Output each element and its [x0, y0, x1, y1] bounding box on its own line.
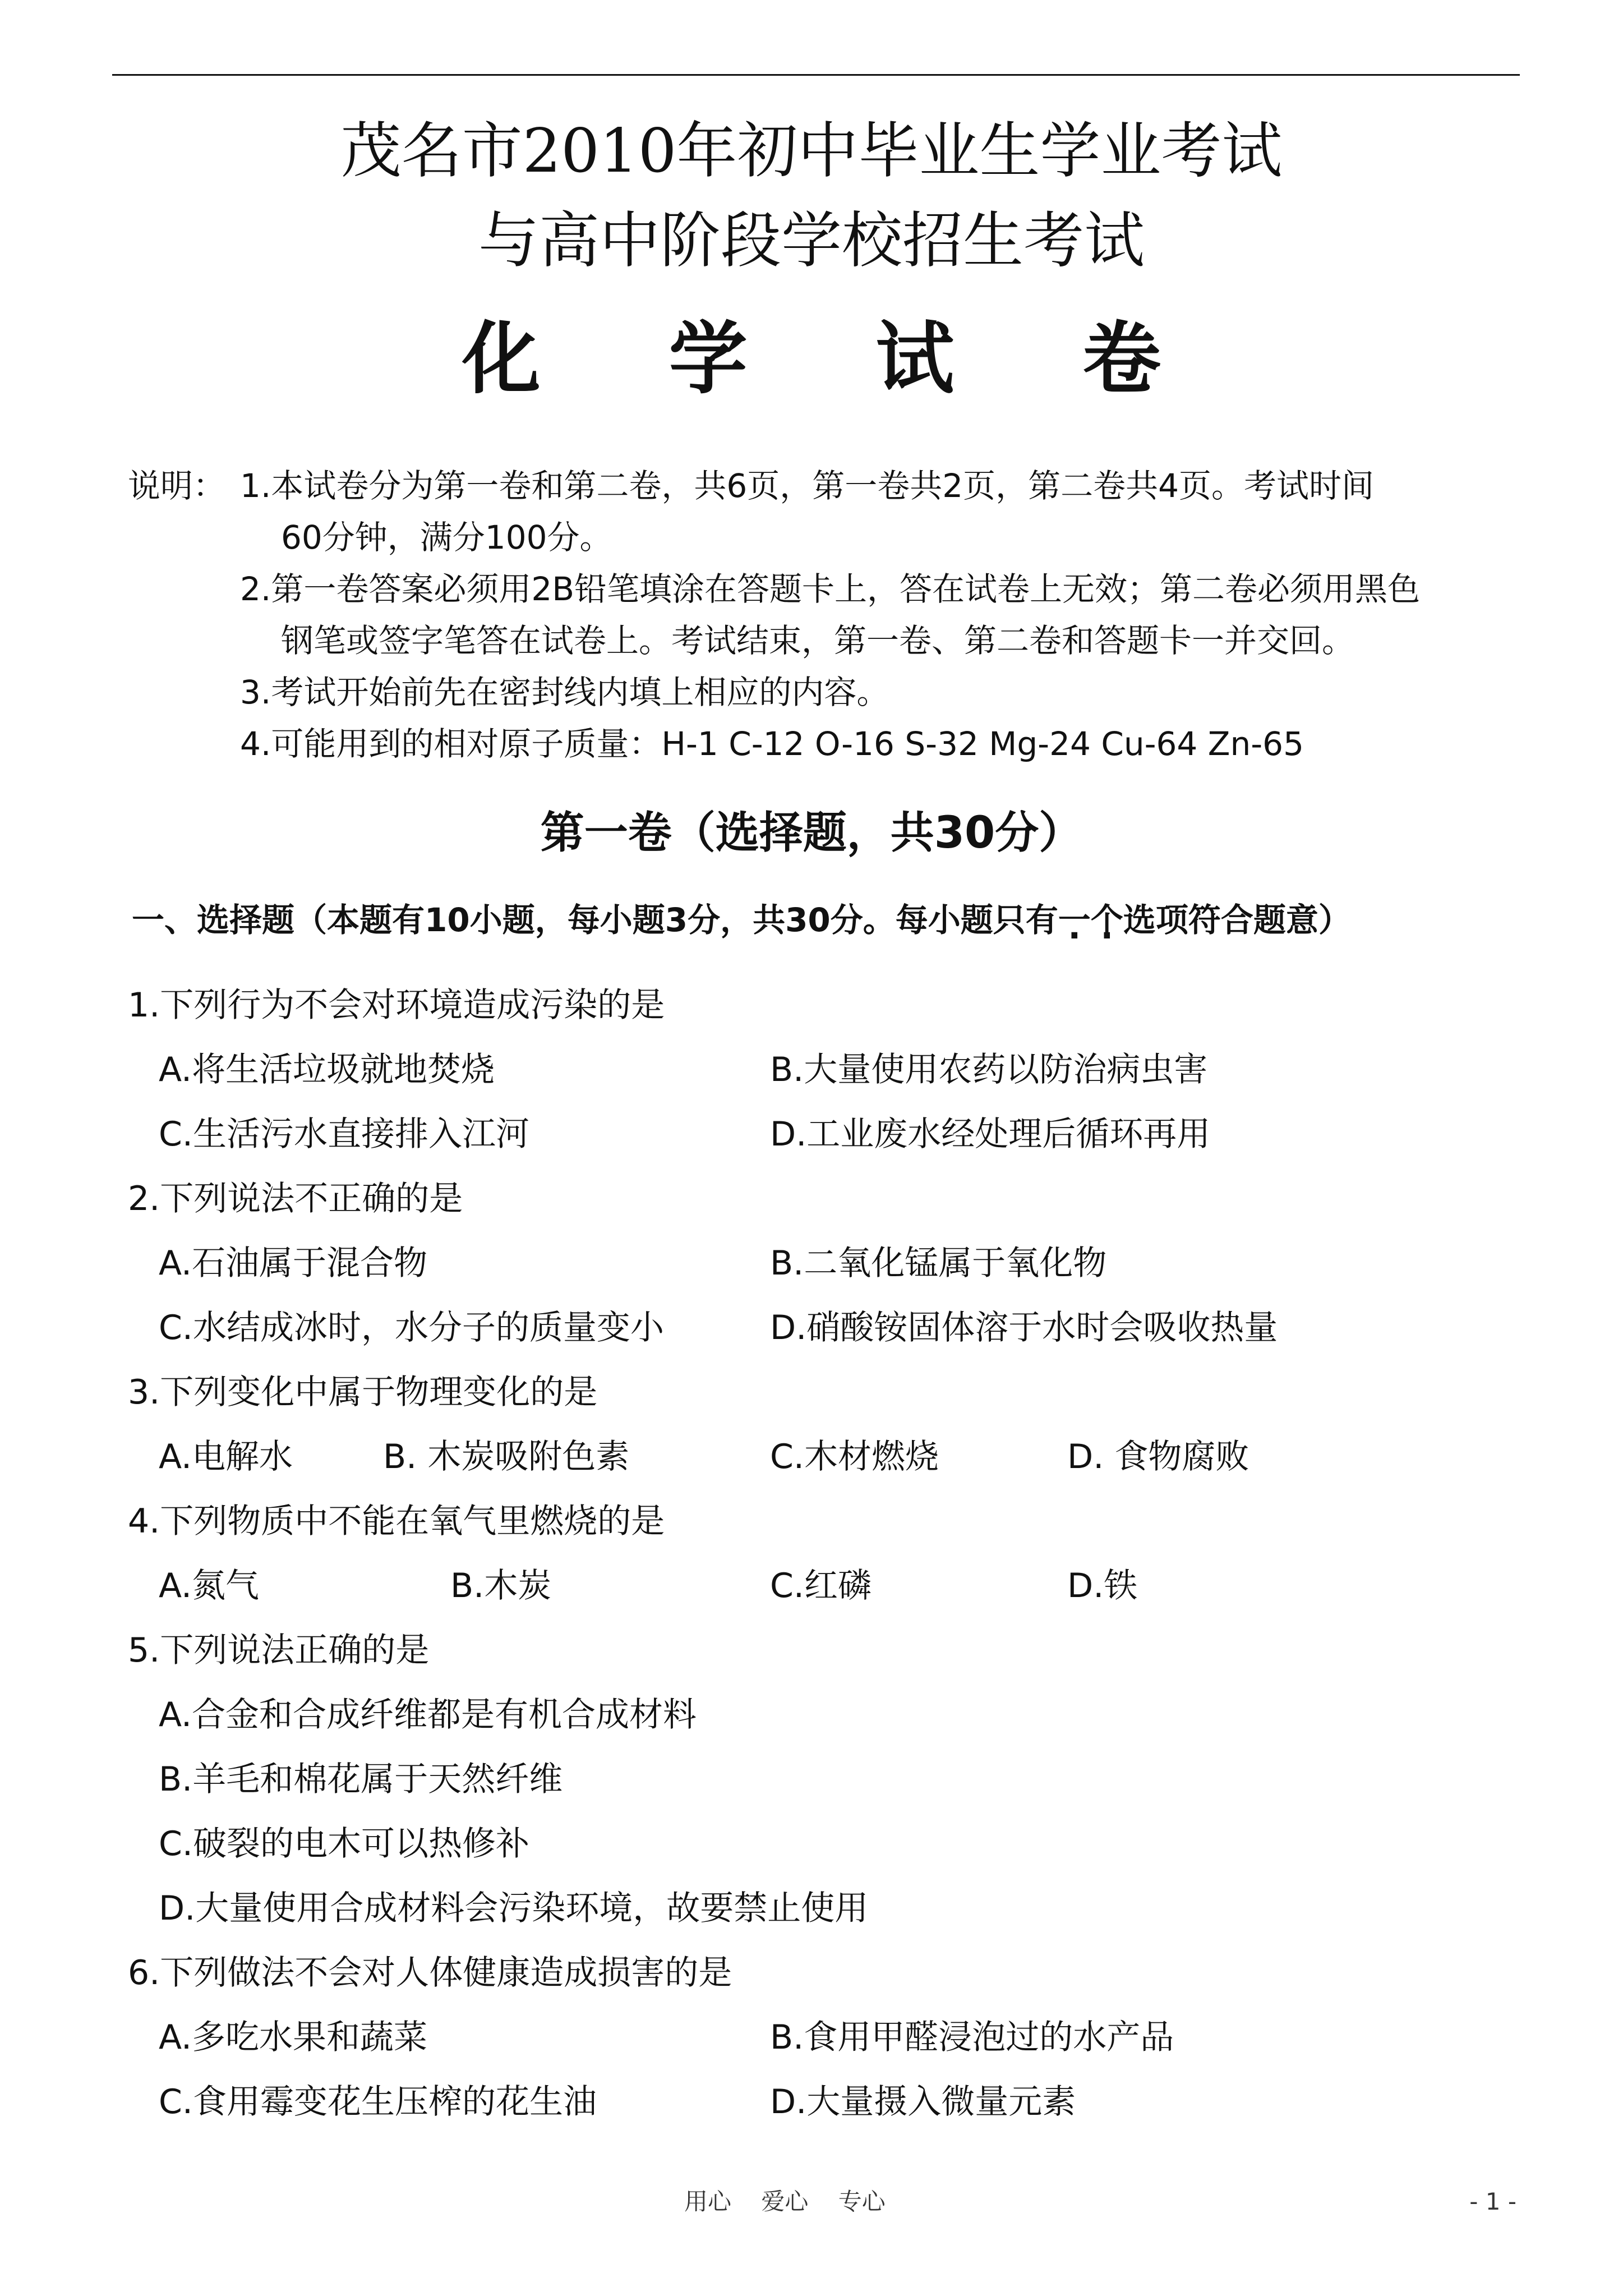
emphasis-dot-char-2: 个 [1090, 901, 1123, 939]
question-6-options-row-2 [128, 2070, 1519, 2134]
question-1-option-c: C.生活污水直接排入江河 [159, 1115, 529, 1154]
instruction-3: 3.考试开始前先在密封线内填上相应的内容。 [240, 673, 889, 711]
question-5-stem: 5.下列说法正确的是 [128, 1631, 430, 1670]
question-2-option-b: B.二氧化锰属于氧化物 [770, 1244, 1107, 1283]
instruction-2-continued: 钢笔或签字笔答在试卷上。考试结束，第一卷、第二卷和答题卡一并交回。 [281, 622, 1355, 660]
part-title-before: 一、选择题（本题有10小题，每小题3分，共30分。每小题只有 [132, 901, 1058, 939]
question-3-options [128, 1425, 1519, 1489]
exam-title-line-2: 与高中阶段学校招生考试 [478, 206, 1145, 276]
question-1-option-a: A.将生活垃圾就地焚烧 [159, 1050, 495, 1089]
instruction-2: 2.第一卷答案必须用2B铅笔填涂在答题卡上，答在试卷上无效；第二卷必须用黑色 [240, 570, 1421, 608]
question-4-options [128, 1554, 1519, 1618]
instruction-4: 4.可能用到的相对原子质量：H-1 C-12 O-16 S-32 Mg-24 Cu-64 Zn-65 [240, 725, 1304, 763]
question-6-options-row-1 [128, 2005, 1519, 2070]
question-2-options-row-1 [128, 1231, 1519, 1296]
question-4-stem: 4.下列物质中不能在氧气里燃烧的是 [128, 1502, 665, 1541]
footer-slogan: 用心 爱心 专心 [684, 2188, 886, 2215]
emphasis-dot-char-1: 一 [1058, 901, 1091, 939]
question-2-stem: 2.下列说法不正确的是 [128, 1179, 463, 1218]
question-1-option-b: B.大量使用农药以防治病虫害 [770, 1050, 1208, 1089]
page-number: - 1 - [1469, 2188, 1516, 2215]
question-4-option-d: D.铁 [1067, 1566, 1138, 1605]
exam-title-line-1: 茂名市2010年初中毕业生学业考试 [340, 116, 1283, 186]
question-list [128, 973, 1519, 2134]
question-3-option-a: A.电解水 [159, 1437, 293, 1476]
question-4-option-b: B.木炭 [450, 1566, 552, 1605]
instructions [128, 460, 1519, 770]
question-2-option-c: C.水结成冰时，水分子的质量变小 [159, 1308, 664, 1347]
exam-subject-title: 化 学 试 卷 [462, 313, 1212, 405]
question-1-option-d: D.工业废水经处理后循环再用 [770, 1115, 1211, 1154]
question-4-option-a: A.氮气 [159, 1566, 260, 1605]
question-3-stem: 3.下列变化中属于物理变化的是 [128, 1373, 598, 1412]
question-6-option-a: A.多吃水果和蔬菜 [159, 2018, 428, 2057]
section-title: 第一卷（选择题，共30分） [540, 808, 1083, 858]
question-3-option-b: B. 木炭吸附色素 [383, 1437, 630, 1476]
question-1-options-row-1 [128, 1038, 1519, 1102]
question-2-option-a: A.石油属于混合物 [159, 1244, 428, 1283]
question-5-option-a: A.合金和合成纤维都是有机合成材料 [159, 1695, 697, 1734]
question-5-option-c: C.破裂的电木可以热修补 [159, 1824, 529, 1864]
question-1-stem: 1.下列行为不会对环境造成污染的是 [128, 986, 665, 1025]
question-6-stem: 6.下列做法不会对人体健康造成损害的是 [128, 1953, 732, 1993]
instruction-1-text: 1.本试卷分为第一卷和第二卷，共6页，第一卷共2页，第二卷共4页。考试时间 [240, 467, 1375, 505]
question-6-option-c: C.食用霉变花生压榨的花生油 [159, 2082, 597, 2122]
question-5-option-b: B.羊毛和棉花属于天然纤维 [159, 1760, 563, 1799]
part-title [132, 898, 1351, 942]
top-rule [112, 74, 1520, 76]
instruction-1-continued: 60分钟，满分100分。 [281, 518, 612, 556]
question-6-option-b: B.食用甲醛浸泡过的水产品 [770, 2018, 1174, 2057]
instructions-lead: 说明： [128, 467, 226, 505]
question-2-option-d: D.硝酸铵固体溶于水时会吸收热量 [770, 1308, 1278, 1347]
part-title-after: 选项符合题意） [1123, 901, 1351, 939]
question-4-option-c: C.红磷 [770, 1566, 872, 1605]
question-3-option-d: D. 食物腐败 [1067, 1437, 1249, 1476]
question-1-options-row-2 [128, 1102, 1519, 1167]
question-5-option-d: D.大量使用合成材料会污染环境，故要禁止使用 [159, 1889, 869, 1928]
question-2-options-row-2 [128, 1296, 1519, 1360]
instruction-1 [128, 460, 1519, 512]
question-6-option-d: D.大量摄入微量元素 [770, 2082, 1076, 2122]
question-3-option-c: C.木材燃烧 [770, 1437, 939, 1476]
